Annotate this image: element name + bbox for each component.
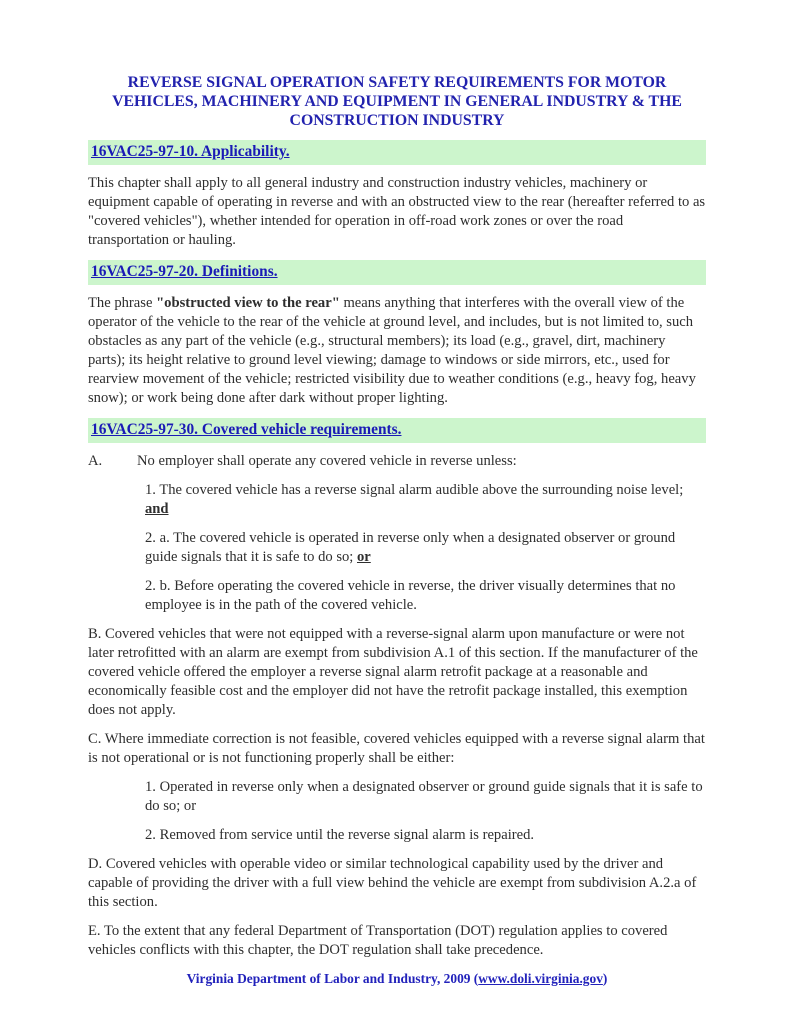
document-title-line-1: REVERSE SIGNAL OPERATION SAFETY REQUIREMENTS FOR MOTOR bbox=[127, 74, 667, 91]
requirement-item-a2b: 2. b. Before operating the covered vehicle in reverse, the driver visually determines that no employee is in the path of the covered vehicle. bbox=[145, 578, 676, 613]
requirement-item-a2a bbox=[145, 529, 706, 567]
footer-website-link[interactable]: www.doli.virginia.gov bbox=[478, 971, 603, 986]
requirement-item-a2a-text: 2. a. The covered vehicle is operated in reverse only when a designated observer or ground guide signals that it is safe to do so; bbox=[145, 530, 676, 565]
requirement-item-a2a-conjunction: or bbox=[357, 549, 371, 565]
paragraph-d: D. Covered vehicles with operable video or similar technological capability used by the driver and capable of providing the driver with a full view behind the vehicle are exempt from subdivision A.2.a of this section. bbox=[88, 856, 697, 910]
section-heading-definitions-text: 16VAC25-97-20. Definitions. bbox=[91, 263, 278, 280]
paragraph-applicability: This chapter shall apply to all general industry and construction industry vehicles, machinery or equipment capable of operating in reverse and with an obstructed view to the rear (hereafter referred to as "covered vehicles"), whether intended for operation in off-road work zones or over the road transportation or hauling. bbox=[88, 175, 706, 248]
section-heading-requirements-text: 16VAC25-97-30. Covered vehicle requirements. bbox=[91, 421, 402, 438]
definitions-defined-phrase: "obstructed view to the rear" bbox=[156, 295, 340, 311]
requirement-item-a1-text: 1. The covered vehicle has a reverse signal alarm audible above the surrounding noise level; bbox=[145, 482, 684, 498]
footer-text-after: ) bbox=[602, 971, 608, 986]
section-heading-requirements bbox=[88, 418, 706, 443]
footer-text-before: Virginia Department of Labor and Industry, 2009 ( bbox=[186, 971, 479, 986]
definitions-text-after: means anything that interferes with the overall view of the operator of the vehicle to the rear of the vehicle at ground level, and includes, but is not limited to, such obstacles as any part of the vehicle (e.g., structural members); its load (e.g., gravel, dirt, machinery parts); its height relative to ground level viewing; damage to windows or side mirrors, etc., used for rearview movement of the vehicle; restricted visibility due to weather conditions (e.g., heavy fog, heavy snow); or work being done after dark without proper lighting. bbox=[88, 295, 696, 406]
section-heading-definitions bbox=[88, 260, 706, 285]
requirement-item-a-label: A. bbox=[88, 453, 103, 469]
paragraph-e: E. To the extent that any federal Department of Transportation (DOT) regulation applies to covered vehicles conflicts with this chapter, the DOT regulation shall take precedence. bbox=[88, 923, 668, 958]
requirement-item-a1 bbox=[145, 481, 706, 519]
section-heading-applicability-text: 16VAC25-97-10. Applicability. bbox=[91, 143, 290, 160]
paragraph-definitions bbox=[88, 294, 706, 408]
paragraph-c: C. Where immediate correction is not feasible, covered vehicles equipped with a reverse signal alarm that is not operational or is not functioning properly shall be either: bbox=[88, 731, 705, 766]
document-title-line-3: CONSTRUCTION INDUSTRY bbox=[289, 112, 505, 129]
requirement-item-a bbox=[88, 452, 706, 471]
definitions-text-before: The phrase bbox=[88, 295, 157, 311]
requirement-item-a-text: No employer shall operate any covered vehicle in reverse unless: bbox=[137, 453, 517, 469]
requirement-item-c1: 1. Operated in reverse only when a designated observer or ground guide signals that it is safe to do so; or bbox=[145, 779, 703, 814]
requirement-item-c2: 2. Removed from service until the reverse signal alarm is repaired. bbox=[145, 827, 535, 843]
document-title-line-2: VEHICLES, MACHINERY AND EQUIPMENT IN GENERAL INDUSTRY & THE bbox=[112, 93, 682, 110]
section-heading-applicability bbox=[88, 140, 706, 165]
paragraph-b: B. Covered vehicles that were not equipped with a reverse-signal alarm upon manufacture or were not later retrofitted with an alarm are exempt from subdivision A.1 of this section. If the manufacturer of the covered vehicle offered the employer a reverse signal alarm retrofit package at a reasonable and economically feasible cost and the employer did not have the retrofit package installed, this exemption does not apply. bbox=[88, 626, 698, 718]
document-footer bbox=[88, 970, 706, 987]
requirement-item-a1-conjunction: and bbox=[145, 501, 169, 517]
document-title bbox=[88, 73, 706, 130]
